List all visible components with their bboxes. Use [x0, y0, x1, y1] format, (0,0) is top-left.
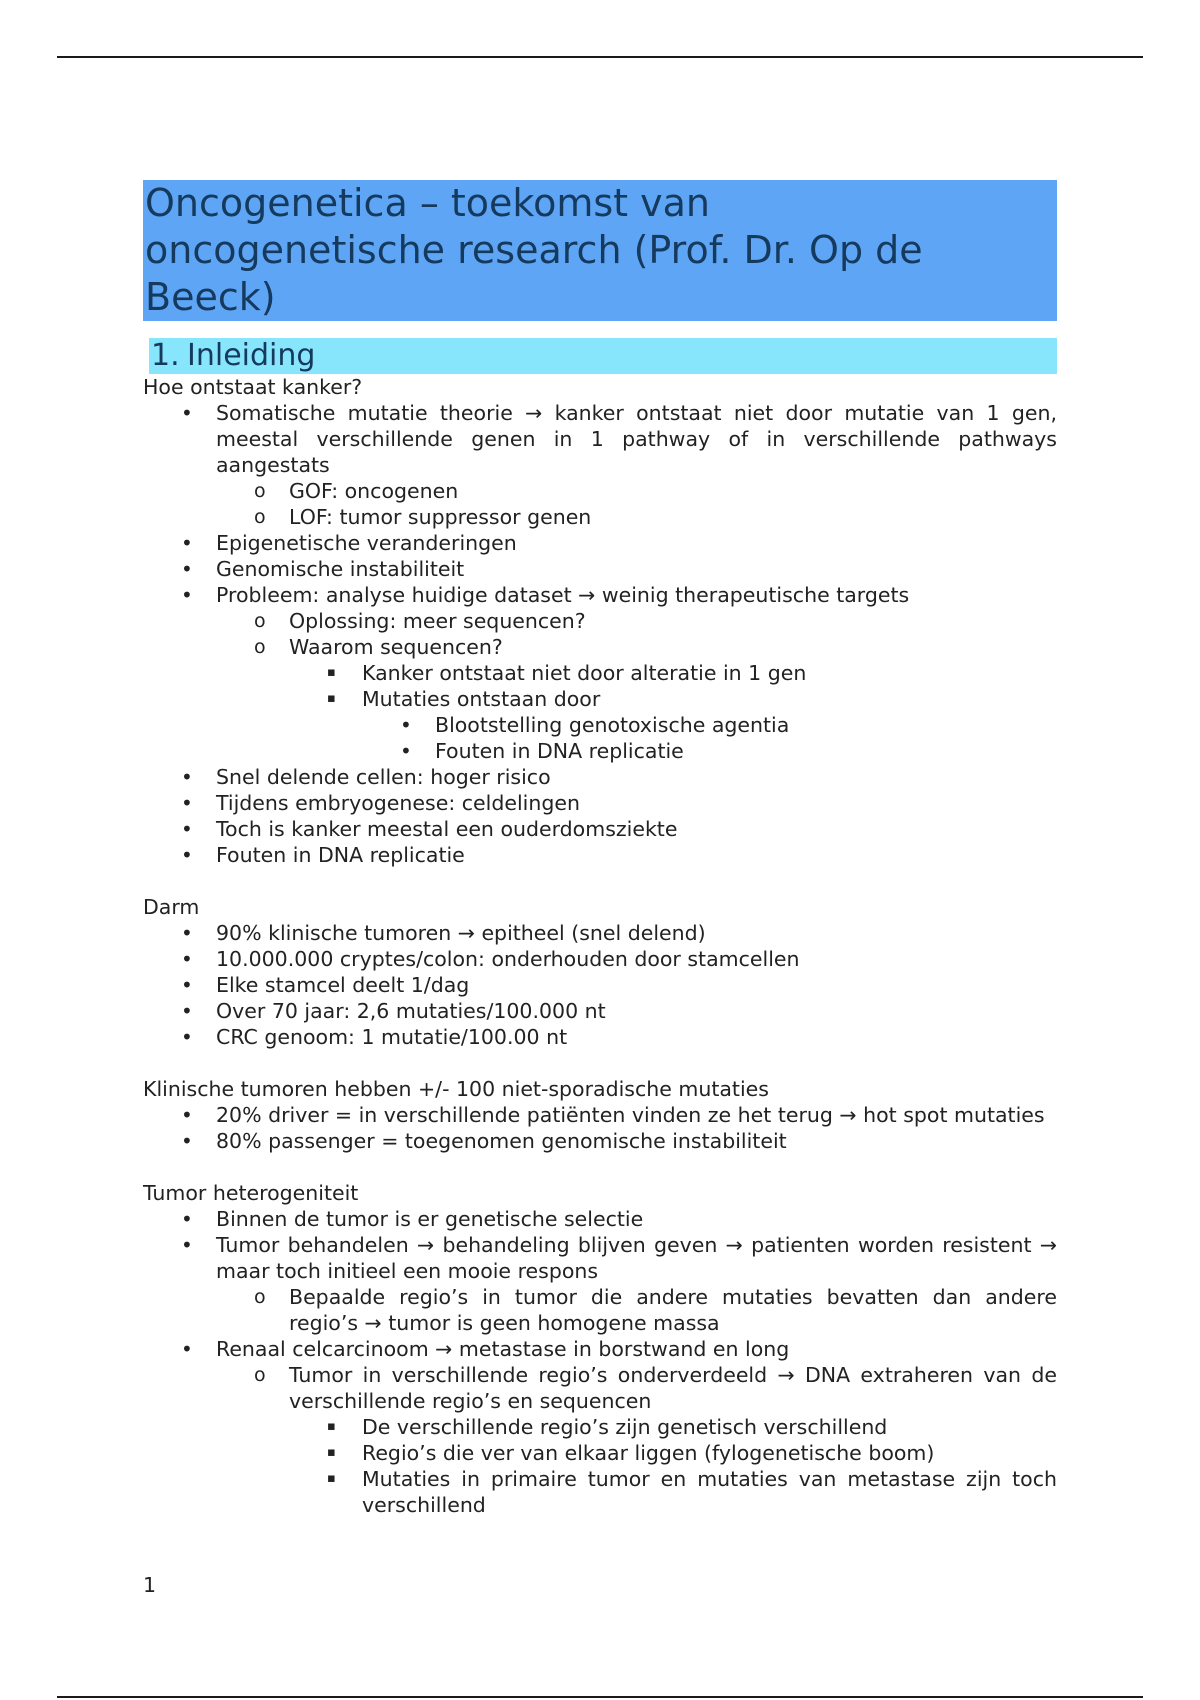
list-item-text: LOF: tumor suppressor genen: [289, 505, 592, 529]
list-item: [143, 816, 1057, 842]
list-item: [216, 634, 1057, 764]
list-item-text: GOF: oncogenen: [289, 479, 459, 503]
list-item-text: Regio’s die ver van elkaar liggen (fylogenetische boom): [362, 1441, 935, 1465]
list-item-text: Tijdens embryogenese: celdelingen: [216, 791, 580, 815]
bullet-icon: •: [181, 531, 193, 555]
sub-list: [216, 608, 1057, 764]
circle-bullet-icon: o: [254, 610, 266, 632]
list-item-text: Over 70 jaar: 2,6 mutaties/100.000 nt: [216, 999, 606, 1023]
bullet-icon: •: [181, 401, 193, 425]
list-item-text: CRC genoom: 1 mutatie/100.00 nt: [216, 1025, 568, 1049]
list-item-text: Mutaties ontstaan door: [362, 687, 601, 711]
list-item: [216, 504, 1057, 530]
list-item: [143, 556, 1057, 582]
list-item-text: 90% klinische tumoren → epitheel (snel delend): [216, 921, 706, 945]
list-item: [143, 582, 1057, 764]
square-bullet-icon: ▪: [327, 665, 336, 680]
page-content: [143, 180, 1057, 1518]
list-item-text: Oplossing: meer sequencen?: [289, 609, 586, 633]
list-item-text: Binnen de tumor is er genetische selectie: [216, 1207, 644, 1231]
sub-list: [216, 1362, 1057, 1518]
bullet-icon: •: [181, 1207, 193, 1231]
sub-list: [289, 1414, 1057, 1518]
block-heading-klinisch: Klinische tumoren hebben +/- 100 niet-sporadische mutaties: [143, 1077, 769, 1101]
bullet-icon: •: [181, 817, 193, 841]
list-item-text: 20% driver = in verschillende patiënten vinden ze het terug → hot spot mutaties: [216, 1103, 1045, 1127]
sub-list: [362, 712, 1057, 764]
list-item: [143, 1232, 1057, 1336]
list-item: [143, 920, 1057, 946]
bullet-icon: •: [181, 843, 193, 867]
bullet-list: [143, 1102, 1057, 1154]
bullet-list: [143, 1206, 1057, 1518]
list-item: [143, 1024, 1057, 1050]
list-item-text: Tumor in verschillende regio’s onderverdeeld → DNA extraheren van de verschillende regio’s en sequencen: [289, 1363, 1057, 1413]
section-number: 1.: [151, 338, 180, 373]
block-heading-heterogeniteit: Tumor heterogeniteit: [143, 1181, 359, 1205]
list-item-text: Mutaties in primaire tumor en mutaties van metastase zijn toch verschillend: [362, 1467, 1057, 1517]
list-item: [143, 530, 1057, 556]
list-item-text: Somatische mutatie theorie → kanker ontstaat niet door mutatie van 1 gen, meestal verschillende genen in 1 pathway of in verschillende pathways aangestats: [216, 401, 1057, 477]
spacer: [143, 868, 1057, 894]
list-item: [216, 1284, 1057, 1336]
list-item: [143, 790, 1057, 816]
bullet-icon: •: [181, 791, 193, 815]
bullet-icon: •: [181, 1129, 193, 1153]
list-item: [143, 1102, 1057, 1128]
bullet-icon: •: [181, 1233, 193, 1257]
list-item-text: Fouten in DNA replicatie: [216, 843, 465, 867]
bullet-icon: •: [400, 713, 412, 737]
list-item-text: Waarom sequencen?: [289, 635, 503, 659]
bullet-icon: •: [181, 1337, 193, 1361]
list-item: [362, 712, 1057, 738]
title-line: Beeck): [145, 275, 276, 319]
list-item-text: Elke stamcel deelt 1/dag: [216, 973, 470, 997]
square-bullet-icon: ▪: [327, 691, 336, 706]
bullet-icon: •: [181, 765, 193, 789]
spacer: [143, 1154, 1057, 1180]
bullet-list: [143, 920, 1057, 1050]
bullet-icon: •: [181, 1103, 193, 1127]
list-item: [216, 1362, 1057, 1518]
sub-list: [216, 1284, 1057, 1336]
list-item-text: Tumor behandelen → behandeling blijven geven → patienten worden resistent → maar toch initieel een mooie respons: [216, 1233, 1057, 1283]
list-item: [143, 400, 1057, 530]
list-item-text: Renaal celcarcinoom → metastase in borstwand en long: [216, 1337, 790, 1361]
list-item-text: De verschillende regio’s zijn genetisch verschillend: [362, 1415, 888, 1439]
block-heading-darm: Darm: [143, 895, 200, 919]
list-item: [216, 478, 1057, 504]
list-item-text: Epigenetische veranderingen: [216, 531, 517, 555]
list-item-text: Fouten in DNA replicatie: [435, 739, 684, 763]
header-rule: [57, 56, 1143, 58]
document-title: [143, 180, 1057, 321]
bullet-list: [143, 400, 1057, 868]
title-line: oncogenetische research (Prof. Dr. Op de: [145, 228, 923, 272]
sub-list: [289, 660, 1057, 764]
list-item: [289, 1440, 1057, 1466]
page-number: 1: [143, 1573, 157, 1597]
bullet-icon: •: [181, 947, 193, 971]
document-body: [143, 374, 1057, 1518]
circle-bullet-icon: o: [254, 1286, 266, 1308]
list-item: [143, 946, 1057, 972]
list-item-text: 10.000.000 cryptes/colon: onderhouden door stamcellen: [216, 947, 800, 971]
list-item-text: Blootstelling genotoxische agentia: [435, 713, 790, 737]
list-item-text: Bepaalde regio’s in tumor die andere mutaties bevatten dan andere regio’s → tumor is geen homogene massa: [289, 1285, 1057, 1335]
square-bullet-icon: ▪: [327, 1419, 336, 1434]
list-item-text: Snel delende cellen: hoger risico: [216, 765, 551, 789]
list-item-text: 80% passenger = toegenomen genomische instabiliteit: [216, 1129, 787, 1153]
square-bullet-icon: ▪: [327, 1445, 336, 1460]
bullet-icon: •: [400, 739, 412, 763]
sub-list: [216, 478, 1057, 530]
list-item-text: Probleem: analyse huidige dataset → weinig therapeutische targets: [216, 583, 910, 607]
list-item: [289, 660, 1057, 686]
list-item: [289, 1466, 1057, 1518]
list-item: [143, 1336, 1057, 1518]
list-item: [143, 998, 1057, 1024]
list-item: [362, 738, 1057, 764]
circle-bullet-icon: o: [254, 636, 266, 658]
block-heading-ontstaan: Hoe ontstaat kanker?: [143, 375, 363, 399]
list-item: [143, 842, 1057, 868]
list-item: [216, 608, 1057, 634]
list-item: [143, 1128, 1057, 1154]
spacer: [143, 1050, 1057, 1076]
list-item-text: Genomische instabiliteit: [216, 557, 465, 581]
bullet-icon: •: [181, 1025, 193, 1049]
list-item: [289, 1414, 1057, 1440]
footer-rule: [57, 1696, 1143, 1698]
circle-bullet-icon: o: [254, 480, 266, 502]
circle-bullet-icon: o: [254, 1364, 266, 1386]
bullet-icon: •: [181, 999, 193, 1023]
section-title: Inleiding: [187, 338, 316, 373]
bullet-icon: •: [181, 973, 193, 997]
list-item: [143, 764, 1057, 790]
bullet-icon: •: [181, 557, 193, 581]
list-item: [143, 1206, 1057, 1232]
list-item: [289, 686, 1057, 764]
section-heading: [149, 338, 1057, 374]
bullet-icon: •: [181, 583, 193, 607]
title-line: Oncogenetica – toekomst van: [145, 181, 710, 225]
square-bullet-icon: ▪: [327, 1471, 336, 1486]
circle-bullet-icon: o: [254, 506, 266, 528]
bullet-icon: •: [181, 921, 193, 945]
list-item-text: Kanker ontstaat niet door alteratie in 1 gen: [362, 661, 807, 685]
list-item-text: Toch is kanker meestal een ouderdomsziekte: [216, 817, 678, 841]
list-item: [143, 972, 1057, 998]
